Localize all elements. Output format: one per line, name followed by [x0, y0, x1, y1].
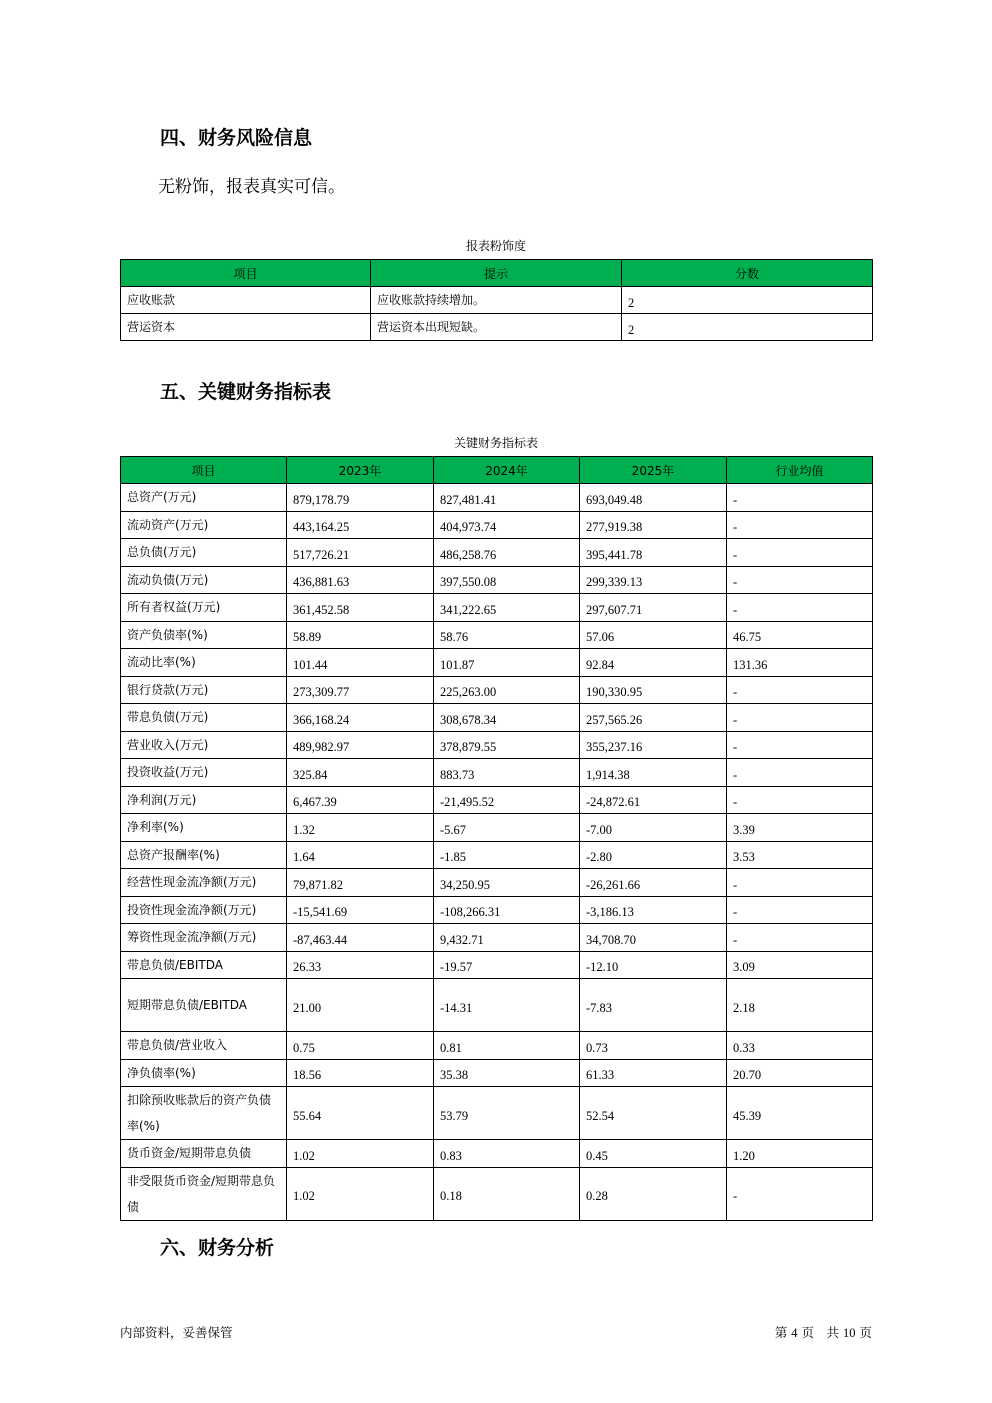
indicator-cell-item: 流动负债(万元): [121, 566, 287, 594]
indicator-cell-2023: 517,726.21: [287, 539, 434, 567]
indicator-table-row: [121, 676, 873, 704]
section-6-heading: 六、财务分析: [160, 1237, 275, 1259]
indicator-cell-2024: 101.87: [434, 649, 580, 677]
indicator-cell-item: 总负债(万元): [121, 539, 287, 567]
section-4-text: 无粉饰，报表真实可信。: [158, 177, 345, 197]
indicator-cell-2024: 53.79: [434, 1087, 580, 1140]
indicator-cell-industry-avg: -: [727, 731, 873, 759]
indicator-cell-industry-avg: -: [727, 484, 873, 512]
indicator-cell-item: 投资性现金流净额(万元): [121, 896, 287, 924]
indicator-cell-2023: 1.32: [287, 814, 434, 842]
indicator-cell-2023: 21.00: [287, 979, 434, 1032]
indicator-cell-item: 净利润(万元): [121, 786, 287, 814]
risk-cell-hint: 营运资本出现短缺。: [371, 314, 622, 341]
risk-table-row: [121, 314, 873, 341]
indicator-table-row: [121, 1032, 873, 1060]
indicator-cell-2023: 436,881.63: [287, 566, 434, 594]
indicator-table-row: [121, 979, 873, 1032]
indicator-cell-industry-avg: 131.36: [727, 649, 873, 677]
indicator-cell-2023: 79,871.82: [287, 869, 434, 897]
indicator-cell-2025: -24,872.61: [580, 786, 727, 814]
risk-cell-score: 2: [622, 287, 873, 314]
indicator-table-row: [121, 566, 873, 594]
indicator-cell-2025: 355,237.16: [580, 731, 727, 759]
indicator-cell-2025: 257,565.26: [580, 704, 727, 732]
indicator-cell-2024: -19.57: [434, 951, 580, 979]
indicator-cell-2024: -1.85: [434, 841, 580, 869]
indicator-cell-item: 货币资金/短期带息负债: [121, 1140, 287, 1168]
indicator-cell-2025: 52.54: [580, 1087, 727, 1140]
indicator-cell-item: 非受限货币资金/短期带息负债: [121, 1167, 287, 1220]
indicator-cell-2023: 58.89: [287, 621, 434, 649]
indicator-cell-industry-avg: -: [727, 759, 873, 787]
indicator-cell-2023: 6,467.39: [287, 786, 434, 814]
indicator-cell-2025: 57.06: [580, 621, 727, 649]
indicator-cell-2025: 0.45: [580, 1140, 727, 1168]
footer-page-prefix: 第: [774, 1325, 788, 1340]
indicator-cell-2023: 18.56: [287, 1059, 434, 1087]
indicator-cell-item: 净利率(%): [121, 814, 287, 842]
indicator-cell-2025: -2.80: [580, 841, 727, 869]
indicator-cell-item: 带息负债/EBITDA: [121, 951, 287, 979]
indicator-header-2024: 2024年: [434, 457, 580, 484]
indicator-table-header-row: [121, 457, 873, 484]
indicator-table-row: [121, 869, 873, 897]
risk-cell-score: 2: [622, 314, 873, 341]
indicator-cell-2024: -108,266.31: [434, 896, 580, 924]
indicator-cell-2023: 325.84: [287, 759, 434, 787]
indicator-cell-2023: 1.02: [287, 1167, 434, 1220]
footer-page-total: 10: [843, 1326, 856, 1340]
indicator-cell-industry-avg: 46.75: [727, 621, 873, 649]
indicator-cell-item: 筹资性现金流净额(万元): [121, 924, 287, 952]
indicator-cell-2024: 378,879.55: [434, 731, 580, 759]
risk-header-score: 分数: [622, 260, 873, 287]
indicator-cell-2025: 190,330.95: [580, 676, 727, 704]
indicator-cell-2025: -7.83: [580, 979, 727, 1032]
indicator-table-row: [121, 1167, 873, 1220]
indicator-cell-2025: -3,186.13: [580, 896, 727, 924]
indicator-cell-2025: -7.00: [580, 814, 727, 842]
footer-page-current: 4: [791, 1326, 798, 1340]
indicator-cell-industry-avg: 3.53: [727, 841, 873, 869]
indicator-cell-industry-avg: 45.39: [727, 1087, 873, 1140]
indicator-cell-2024: 883.73: [434, 759, 580, 787]
indicator-cell-industry-avg: -: [727, 896, 873, 924]
indicator-table-row: [121, 951, 873, 979]
indicator-table-row: [121, 1087, 873, 1140]
indicator-cell-item: 总资产(万元): [121, 484, 287, 512]
indicator-cell-2023: 879,178.79: [287, 484, 434, 512]
risk-table: [120, 259, 873, 341]
indicator-cell-2023: 366,168.24: [287, 704, 434, 732]
indicator-cell-item: 总资产报酬率(%): [121, 841, 287, 869]
indicator-header-industry-avg: 行业均值: [727, 457, 873, 484]
indicator-table: [120, 456, 873, 1221]
indicator-cell-2024: 308,678.34: [434, 704, 580, 732]
indicator-cell-2023: 1.02: [287, 1140, 434, 1168]
indicator-cell-2024: 397,550.08: [434, 566, 580, 594]
indicator-cell-2025: 92.84: [580, 649, 727, 677]
indicator-cell-2025: 0.28: [580, 1167, 727, 1220]
indicator-cell-item: 投资收益(万元): [121, 759, 287, 787]
indicator-cell-2024: -14.31: [434, 979, 580, 1032]
indicator-cell-2025: 299,339.13: [580, 566, 727, 594]
section-4-heading: 四、财务风险信息: [160, 127, 313, 149]
indicator-table-title: 关键财务指标表: [453, 436, 538, 450]
indicator-cell-2025: 693,049.48: [580, 484, 727, 512]
indicator-cell-2025: 61.33: [580, 1059, 727, 1087]
indicator-cell-item: 所有者权益(万元): [121, 594, 287, 622]
indicator-cell-2024: -21,495.52: [434, 786, 580, 814]
indicator-cell-item: 扣除预收账款后的资产负债率(%): [121, 1087, 287, 1140]
risk-table-title: 报表粉饰度: [465, 239, 526, 253]
indicator-cell-2023: 55.64: [287, 1087, 434, 1140]
indicator-header-2025: 2025年: [580, 457, 727, 484]
indicator-cell-industry-avg: -: [727, 594, 873, 622]
risk-table-row: [121, 287, 873, 314]
indicator-table-row: [121, 924, 873, 952]
indicator-cell-item: 营业收入(万元): [121, 731, 287, 759]
indicator-cell-item: 带息负债(万元): [121, 704, 287, 732]
indicator-cell-item: 资产负债率(%): [121, 621, 287, 649]
indicator-header-2023: 2023年: [287, 457, 434, 484]
indicator-table-row: [121, 731, 873, 759]
indicator-cell-2025: 0.73: [580, 1032, 727, 1060]
indicator-table-row: [121, 759, 873, 787]
indicator-cell-item: 经营性现金流净额(万元): [121, 869, 287, 897]
indicator-table-row: [121, 484, 873, 512]
indicator-cell-2023: 361,452.58: [287, 594, 434, 622]
indicator-cell-industry-avg: -: [727, 869, 873, 897]
indicator-cell-item: 净负债率(%): [121, 1059, 287, 1087]
indicator-cell-item: 银行贷款(万元): [121, 676, 287, 704]
footer-page-suffix: 页: [859, 1325, 872, 1340]
indicator-cell-industry-avg: 3.09: [727, 951, 873, 979]
indicator-cell-industry-avg: -: [727, 676, 873, 704]
indicator-cell-2024: 225,263.00: [434, 676, 580, 704]
indicator-cell-2023: 443,164.25: [287, 511, 434, 539]
indicator-cell-2024: 9,432.71: [434, 924, 580, 952]
indicator-cell-industry-avg: -: [727, 704, 873, 732]
indicator-cell-industry-avg: -: [727, 786, 873, 814]
footer-confidential-note: 内部资料，妥善保管: [120, 1325, 233, 1340]
indicator-cell-industry-avg: 0.33: [727, 1032, 873, 1060]
indicator-cell-industry-avg: -: [727, 566, 873, 594]
indicator-table-row: [121, 786, 873, 814]
indicator-cell-item: 带息负债/营业收入: [121, 1032, 287, 1060]
indicator-cell-item: 流动比率(%): [121, 649, 287, 677]
indicator-cell-industry-avg: -: [727, 511, 873, 539]
indicator-cell-2024: 34,250.95: [434, 869, 580, 897]
indicator-cell-2025: 297,607.71: [580, 594, 727, 622]
indicator-cell-industry-avg: 1.20: [727, 1140, 873, 1168]
indicator-cell-2023: 273,309.77: [287, 676, 434, 704]
indicator-cell-industry-avg: 3.39: [727, 814, 873, 842]
indicator-cell-item: 短期带息负债/EBITDA: [121, 979, 287, 1032]
indicator-table-row: [121, 539, 873, 567]
indicator-cell-2023: 101.44: [287, 649, 434, 677]
indicator-cell-2023: 489,982.97: [287, 731, 434, 759]
indicator-cell-industry-avg: 20.70: [727, 1059, 873, 1087]
indicator-table-row: [121, 511, 873, 539]
indicator-table-row: [121, 1140, 873, 1168]
indicator-cell-2025: -26,261.66: [580, 869, 727, 897]
indicator-table-row: [121, 814, 873, 842]
indicator-cell-2024: 486,258.76: [434, 539, 580, 567]
footer-page-mid: 页 共: [801, 1325, 840, 1340]
indicator-cell-2024: 0.81: [434, 1032, 580, 1060]
indicator-cell-2025: -12.10: [580, 951, 727, 979]
indicator-cell-2023: -87,463.44: [287, 924, 434, 952]
indicator-cell-2024: 58.76: [434, 621, 580, 649]
indicator-cell-2024: 0.18: [434, 1167, 580, 1220]
risk-cell-item: 应收账款: [121, 287, 371, 314]
indicator-cell-2023: 26.33: [287, 951, 434, 979]
indicator-cell-2025: 1,914.38: [580, 759, 727, 787]
indicator-table-row: [121, 649, 873, 677]
indicator-cell-2025: 277,919.38: [580, 511, 727, 539]
indicator-table-row: [121, 1059, 873, 1087]
indicator-cell-2025: 34,708.70: [580, 924, 727, 952]
risk-cell-item: 营运资本: [121, 314, 371, 341]
risk-cell-hint: 应收账款持续增加。: [371, 287, 622, 314]
indicator-cell-industry-avg: -: [727, 1167, 873, 1220]
section-5-heading: 五、关键财务指标表: [160, 381, 332, 403]
risk-header-item: 项目: [121, 260, 371, 287]
indicator-cell-item: 流动资产(万元): [121, 511, 287, 539]
indicator-table-row: [121, 704, 873, 732]
indicator-cell-2024: 0.83: [434, 1140, 580, 1168]
indicator-cell-2023: 1.64: [287, 841, 434, 869]
indicator-table-row: [121, 594, 873, 622]
indicator-cell-industry-avg: -: [727, 539, 873, 567]
risk-table-header-row: [121, 260, 873, 287]
indicator-table-row: [121, 896, 873, 924]
indicator-cell-2023: 0.75: [287, 1032, 434, 1060]
footer-page-number: [775, 1325, 872, 1341]
indicator-header-item: 项目: [121, 457, 287, 484]
indicator-table-row: [121, 621, 873, 649]
indicator-cell-2024: 827,481.41: [434, 484, 580, 512]
risk-header-hint: 提示: [371, 260, 622, 287]
indicator-cell-2023: -15,541.69: [287, 896, 434, 924]
indicator-cell-industry-avg: 2.18: [727, 979, 873, 1032]
indicator-cell-industry-avg: -: [727, 924, 873, 952]
indicator-cell-2024: 35.38: [434, 1059, 580, 1087]
indicator-cell-2025: 395,441.78: [580, 539, 727, 567]
indicator-cell-2024: 341,222.65: [434, 594, 580, 622]
indicator-cell-2024: -5.67: [434, 814, 580, 842]
indicator-cell-2024: 404,973.74: [434, 511, 580, 539]
indicator-table-row: [121, 841, 873, 869]
